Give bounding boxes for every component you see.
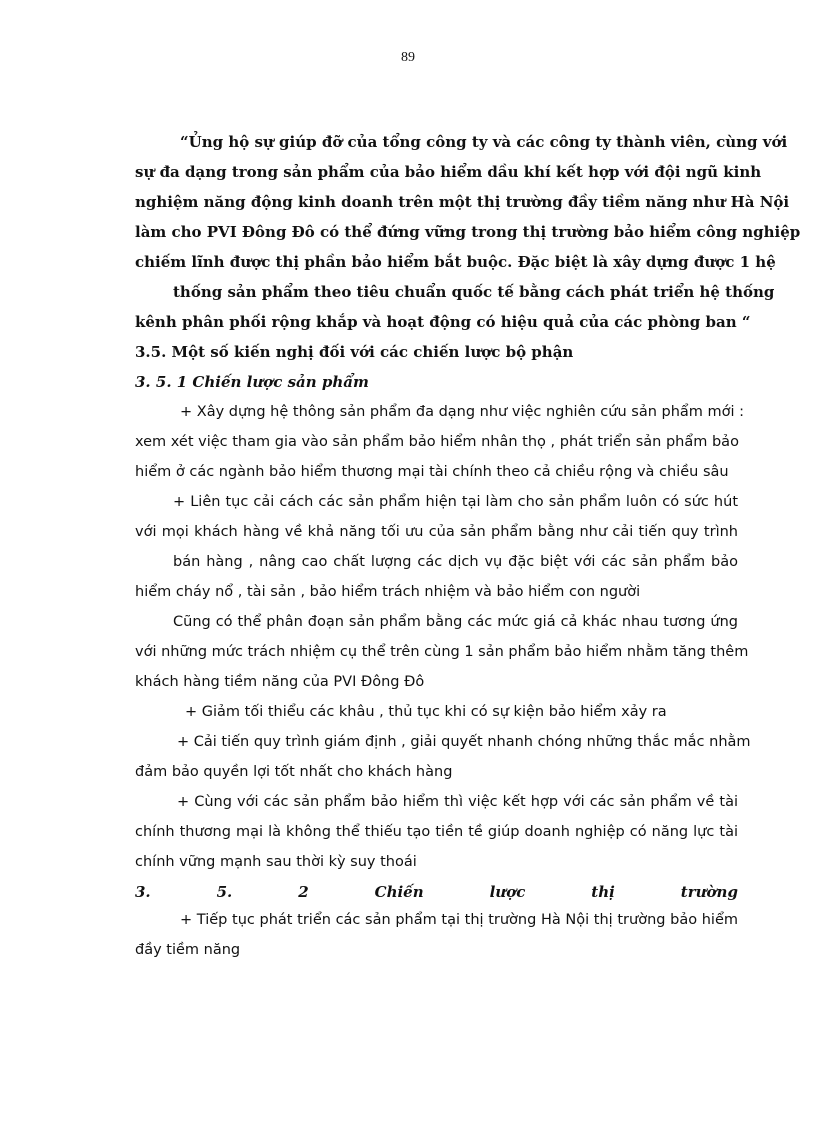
subsection-1-body (135, 397, 751, 877)
page-number: 89 (401, 50, 415, 65)
body-line: + Giảm tối thiểu các khâu , thủ tục khi có sự kiện bảo hiểm xảy ra (185, 704, 667, 720)
heading-word: trường (680, 883, 738, 901)
body-line: xem xét việc tham gia vào sản phẩm bảo hiểm nhân thọ , phát triển sản phẩm bảo (135, 434, 739, 450)
body-line: + Liên tục cải cách các sản phẩm hiện tại làm cho sản phẩm luôn có sức hút (173, 494, 738, 510)
quote-line: “Ủng hộ sự giúp đỡ của tổng công ty và các công ty thành viên, cùng với (180, 133, 788, 151)
body-line: bán hàng , nâng cao chất lượng các dịch vụ đặc biệt với các sản phẩm bảo (173, 554, 738, 570)
quote-line: thống sản phẩm theo tiêu chuẩn quốc tế bằng cách phát triển hệ thống (173, 283, 775, 301)
body-line: đảm bảo quyền lợi tốt nhất cho khách hàng (135, 764, 453, 780)
heading-word: thị (591, 883, 615, 901)
body-line: với những mức trách nhiệm cụ thể trên cùng 1 sản phẩm bảo hiểm nhằm tăng thêm (135, 644, 749, 660)
heading-word: lược (489, 883, 526, 901)
body-line: + Xây dựng hệ thông sản phẩm đa dạng như việc nghiên cứu sản phẩm mới : (180, 404, 745, 420)
heading-word: 3. (135, 883, 151, 901)
body-line: hiểm ở các ngành bảo hiểm thương mại tài chính theo cả chiều rộng và chiều sâu (135, 464, 729, 480)
subsection-2-body (135, 905, 738, 965)
body-line: hiểm cháy nổ , tài sản , bảo hiểm trách nhiệm và bảo hiểm con người (135, 584, 641, 600)
section-heading: 3.5. Một số kiến nghị đối với các chiến lược bộ phận (135, 343, 574, 361)
subsection-heading-product (135, 367, 738, 397)
body-line: đầy tiềm năng (135, 942, 241, 958)
body-line: với mọi khách hàng về khả năng tối ưu của sản phẩm bằng như cải tiến quy trình (135, 524, 738, 540)
heading-word: Chiến (374, 883, 424, 901)
body-line: + Tiếp tục phát triển các sản phẩm tại thị trường Hà Nội thị trường bảo hiểm (180, 912, 738, 928)
body-line: khách hàng tiềm năng của PVI Đông Đô (135, 674, 425, 690)
body-line: chính vững mạnh sau thời kỳ suy thoái (135, 854, 417, 870)
body-line: + Cải tiến quy trình giám định , giải quyết nhanh chóng những thắc mắc nhằm (177, 734, 751, 750)
quote-line: nghiệm năng động kinh doanh trên một thị trường đầy tiềm năng như Hà Nội (135, 193, 790, 211)
subsection-heading-market (135, 877, 738, 907)
quote-line: kênh phân phối rộng khắp và hoạt động có hiệu quả của các phòng ban “ (135, 313, 751, 331)
body-line: chính thương mại là không thể thiếu tạo tiền tề giúp doanh nghiệp có năng lực tài (135, 824, 738, 840)
quote-line: làm cho PVI Đông Đô có thể đứng vững trong thị trường bảo hiểm công nghiệp (135, 223, 801, 241)
body-line: Cũng có thể phân đoạn sản phẩm bằng các mức giá cả khác nhau tương ứng (173, 614, 738, 630)
heading-word: 5. (216, 883, 233, 901)
quote-line: chiếm lĩnh được thị phần bảo hiểm bắt buộc. Đặc biệt là xây dựng được 1 hệ (135, 253, 776, 271)
heading-word: 2 (298, 883, 309, 901)
subsection-heading-text: 3. 5. 1 Chiến lược sản phẩm (135, 373, 369, 391)
body-line: + Cùng với các sản phẩm bảo hiểm thì việc kết hợp với các sản phẩm về tài (177, 794, 738, 810)
quote-paragraph (135, 127, 801, 367)
quote-line: sự đa dạng trong sản phẩm của bảo hiểm dầu khí kết hợp với đội ngũ kinh (135, 163, 762, 181)
